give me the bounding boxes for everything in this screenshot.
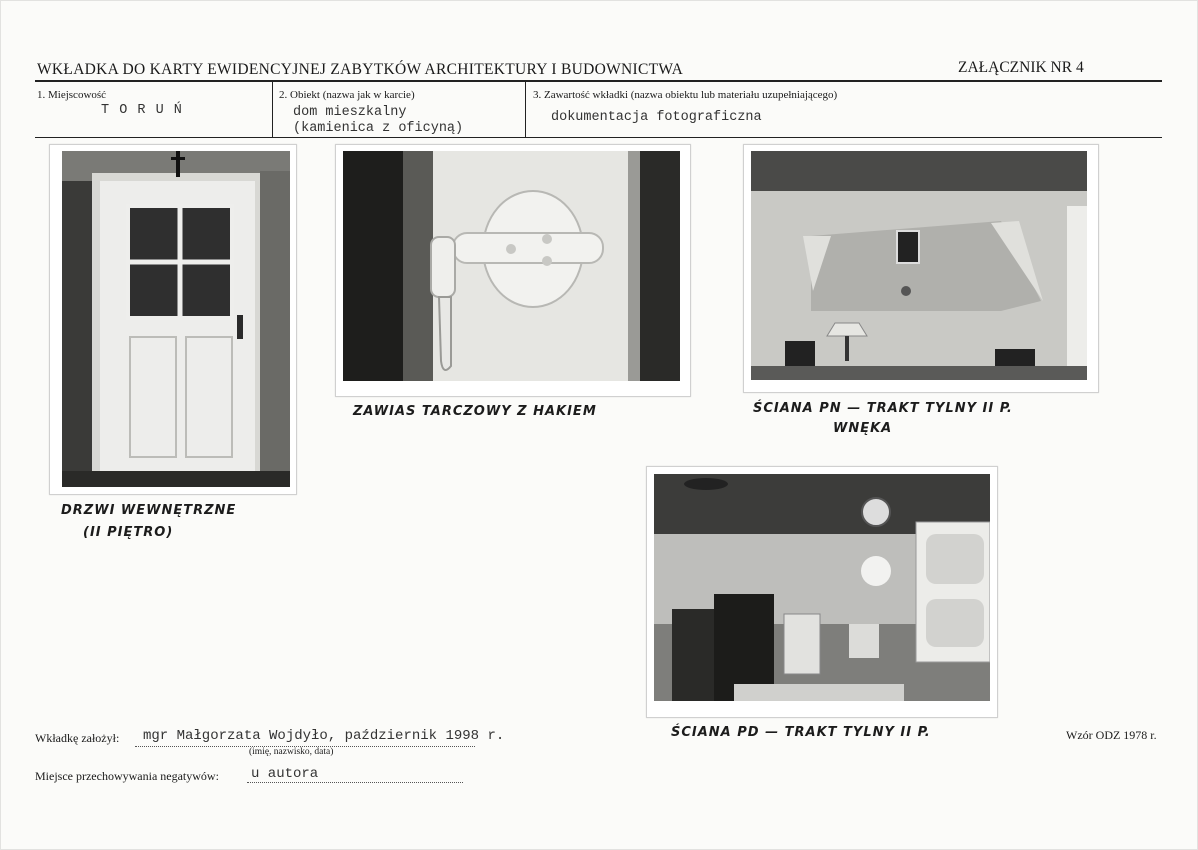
- caption-door-line1: DRZWI WEWNĘTRZNE: [61, 503, 237, 518]
- attachment-number: ZAŁĄCZNIK NR 4: [958, 59, 1084, 76]
- header-rule: [35, 80, 1162, 82]
- author-hint: (imię, nazwisko, data): [249, 747, 334, 757]
- fields-rule: [35, 137, 1162, 138]
- negatives-label: Miejsce przechowywania negatywów:: [35, 769, 219, 783]
- location-value: T O R U Ń: [101, 103, 183, 118]
- field-divider: [525, 82, 526, 137]
- object-value-line2: (kamienica z oficyną): [293, 121, 464, 136]
- contents-value: dokumentacja fotograficzna: [551, 110, 762, 125]
- caption-north-wall-line2: WNĘKA: [833, 421, 893, 436]
- object-label: 2. Obiekt (nazwa jak w karcie): [279, 89, 415, 101]
- south-wall-image: [654, 474, 990, 701]
- niche-image: [751, 151, 1087, 380]
- door-image: [62, 151, 290, 487]
- author-value: mgr Małgorzata Wojdyło, październik 1998 r.: [143, 728, 505, 744]
- location-label: 1. Miejscowość: [37, 89, 107, 101]
- caption-north-wall-line1: ŚCIANA PN — TRAKT TYLNY II P.: [753, 401, 1013, 416]
- photo-north-wall-niche: [743, 144, 1099, 393]
- field-divider: [272, 82, 273, 137]
- contents-label: 3. Zawartość wkładki (nazwa obiektu lub materiału uzupełniającego): [533, 89, 838, 101]
- caption-hinge: ZAWIAS TARCZOWY Z HAKIEM: [353, 404, 597, 419]
- author-label: Wkładkę założył:: [35, 731, 120, 745]
- object-value-line1: dom mieszkalny: [293, 105, 407, 120]
- negatives-value: u autora: [251, 766, 319, 782]
- photo-disc-hinge: [335, 144, 691, 397]
- caption-south-wall: ŚCIANA PD — TRAKT TYLNY II P.: [671, 725, 931, 740]
- photo-south-wall: [646, 466, 998, 718]
- photo-interior-door: [49, 144, 297, 495]
- form-pattern: Wzór ODZ 1978 r.: [1066, 728, 1157, 742]
- hinge-image: [343, 151, 680, 381]
- caption-door-line2: (II PIĘTRO): [83, 525, 174, 540]
- document-title: WKŁADKA DO KARTY EWIDENCYJNEJ ZABYTKÓW ARCHITEKTURY I BUDOWNICTWA: [37, 61, 684, 78]
- negatives-line: [247, 782, 463, 783]
